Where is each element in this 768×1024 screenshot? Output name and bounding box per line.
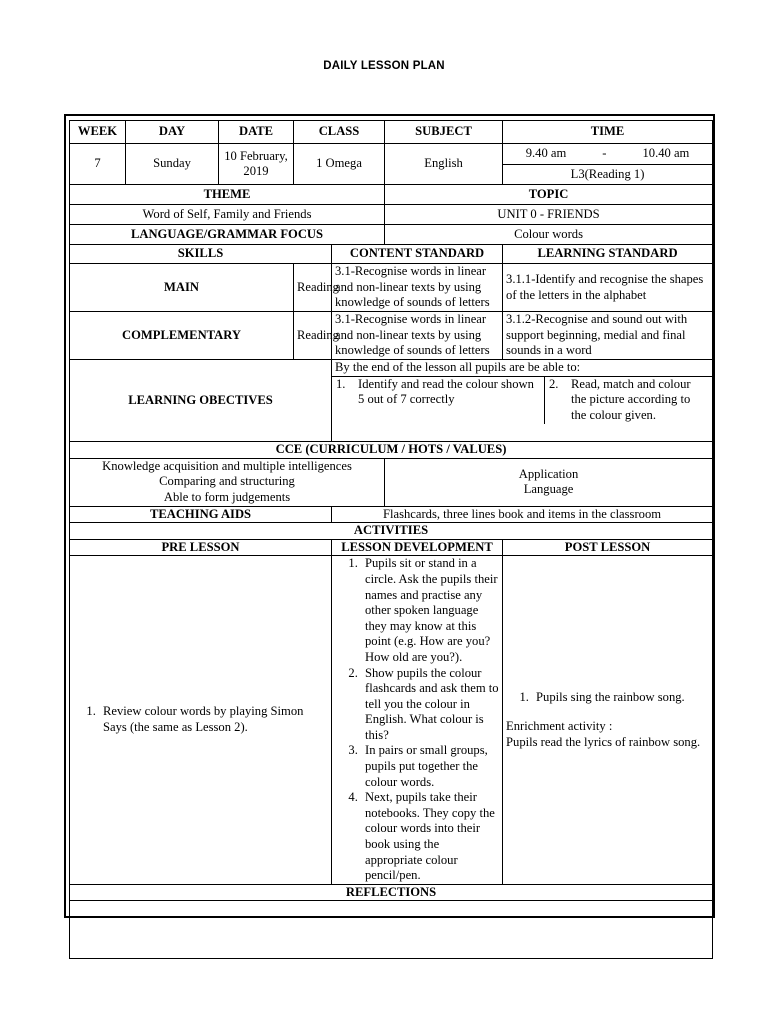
cce-left-line: Knowledge acquisition and multiple intelligences — [102, 458, 352, 473]
class-label: CLASS — [294, 121, 385, 144]
content-standard-label: CONTENT STANDARD — [332, 245, 503, 264]
date-label: DATE — [219, 121, 294, 144]
complementary-content-standard: 3.1-Recognise words in linear and non-linear texts by using knowledge of sounds of letters — [332, 312, 503, 360]
pre-lesson-label: PRE LESSON — [70, 539, 332, 556]
cce-left-line: Comparing and structuring — [159, 474, 295, 489]
topic-label: TOPIC — [385, 185, 713, 205]
week-value: 7 — [70, 144, 126, 185]
subject-value: English — [385, 144, 503, 185]
post-lesson-item: 1. Pupils sing the rainbow song. — [532, 690, 709, 706]
learning-standard-label: LEARNING STANDARD — [503, 245, 713, 264]
cce-right-line: Application — [518, 466, 579, 481]
enrichment-text: Pupils read the lyrics of rainbow song. — [506, 734, 701, 749]
lesson-plan-table — [69, 120, 713, 959]
main-skill-value: Reading — [294, 264, 332, 312]
week-label: WEEK — [70, 121, 126, 144]
cce-right — [385, 458, 713, 506]
lesson-code: L3(Reading 1) — [503, 164, 712, 185]
main-content-standard: 3.1-Recognise words in linear and non-linear texts by using knowledge of sounds of letters — [332, 264, 503, 312]
activities-label: ACTIVITIES — [70, 523, 713, 540]
pre-lesson-cell — [70, 556, 332, 884]
grammar-focus-label: LANGUAGE/GRAMMAR FOCUS — [70, 225, 385, 245]
main-learning-standard: 3.1.1-Identify and recognise the shapes of the letters in the alphabet — [503, 264, 713, 312]
day-label: DAY — [126, 121, 219, 144]
time-label: TIME — [503, 121, 713, 144]
date-value: 10 February, 2019 — [219, 144, 294, 185]
objective-item: 2. Read, match and colour the picture according to the colour given. — [549, 376, 691, 422]
development-item: 3. In pairs or small groups, pupils put together the colour words. — [361, 743, 499, 790]
objective-item: 1. Identify and read the colour shown 5 out of 7 correctly — [332, 377, 545, 424]
time-separator: - — [602, 146, 607, 160]
main-skill-label: MAIN — [70, 264, 294, 312]
cce-right-line: Language — [523, 482, 574, 497]
objectives-list — [332, 377, 712, 424]
subject-label: SUBJECT — [385, 121, 503, 144]
class-value: 1 Omega — [294, 144, 385, 185]
cce-label: CCE (CURRICULUM / HOTS / VALUES) — [70, 442, 713, 459]
development-item: 1. Pupils sit or stand in a circle. Ask the pupils their names and practise any other spoken language they may know at this point (e.g. How are you? How old are you?). — [361, 556, 499, 665]
time-cell — [503, 144, 713, 185]
day-value: Sunday — [126, 144, 219, 185]
reflections-label: REFLECTIONS — [70, 884, 713, 901]
complementary-skill-value: Reading — [294, 312, 332, 360]
reflections-content — [70, 901, 713, 959]
development-item: 2. Show pupils the colour flashcards and ask them to tell you the colour in English. What colour is this? — [361, 666, 499, 744]
enrichment-title: Enrichment activity : — [506, 719, 613, 734]
cce-left-line: Able to form judgements — [163, 489, 291, 504]
pre-lesson-item: 1. Review colour words by playing Simon Says (the same as Lesson 2). — [99, 704, 328, 735]
time-range — [503, 144, 712, 164]
theme-value: Word of Self, Family and Friends — [70, 205, 385, 225]
learning-objectives-cell — [332, 360, 713, 442]
time-end: 10.40 am — [642, 146, 690, 160]
time-start: 9.40 am — [525, 146, 567, 160]
lesson-development-label: LESSON DEVELOPMENT — [332, 539, 503, 556]
learning-objectives-label: LEARNING OBECTIVES — [70, 360, 332, 442]
page-title: DAILY LESSON PLAN — [323, 60, 445, 72]
theme-label: THEME — [70, 185, 385, 205]
complementary-learning-standard: 3.1.2-Recognise and sound out with support beginning, medial and final sounds in a word — [503, 312, 713, 360]
teaching-aids-label: TEACHING AIDS — [70, 506, 332, 523]
skills-label: SKILLS — [70, 245, 332, 264]
development-item: 4. Next, pupils take their notebooks. They copy the colour words into their book using the appropriate colour pencil/pen. — [361, 790, 499, 884]
cce-left — [70, 458, 385, 506]
lesson-development-cell — [332, 556, 503, 884]
topic-value: UNIT 0 - FRIENDS — [385, 205, 713, 225]
teaching-aids-value: Flashcards, three lines book and items in the classroom — [332, 506, 713, 523]
post-lesson-label: POST LESSON — [503, 539, 713, 556]
grammar-focus-value: Colour words — [385, 225, 713, 245]
complementary-skill-label: COMPLEMENTARY — [70, 312, 294, 360]
post-lesson-cell — [503, 556, 713, 884]
objectives-intro: By the end of the lesson all pupils are be able to: — [332, 360, 712, 377]
